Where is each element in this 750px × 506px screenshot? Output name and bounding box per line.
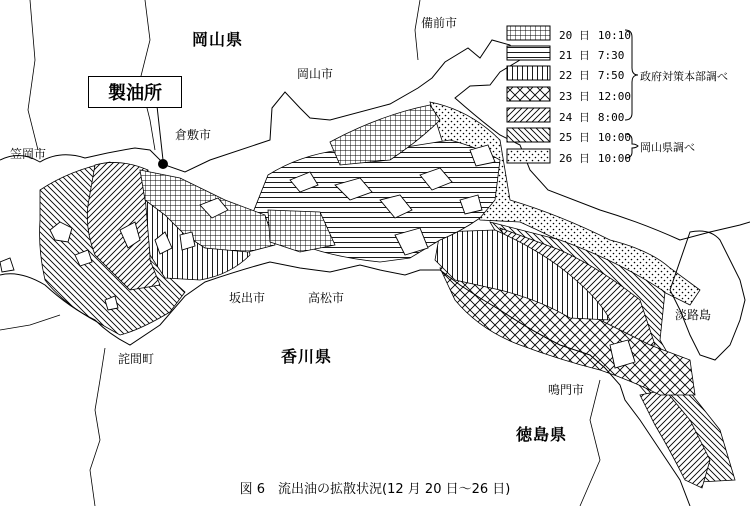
legend-swatch-diag-left <box>507 128 550 142</box>
legend-entry-day: 21 日 <box>559 49 590 62</box>
legend-swatch-grid <box>507 26 550 40</box>
label-kurashiki-city: 倉敷市 <box>175 128 212 142</box>
label-refinery: 製油所 <box>88 76 182 108</box>
label-tokushima-prefecture: 徳島県 <box>516 425 568 444</box>
label-bizen-city: 備前市 <box>421 16 458 30</box>
label-takuma-town: 詫間町 <box>118 352 155 366</box>
okayama-boundary <box>140 0 155 150</box>
legend-entry-day: 23 日 <box>559 90 590 103</box>
legend-entry <box>559 88 631 104</box>
legend-entry <box>559 27 631 43</box>
legend-entry-day: 20 日 <box>559 29 590 42</box>
legend-entry-time: 7:50 <box>597 69 625 82</box>
legend-entry-day: 26 日 <box>559 152 590 165</box>
legend-swatch-crosshatch <box>507 87 550 101</box>
legend-source-okayama: 岡山県調べ <box>640 141 695 154</box>
kasaoka-boundary <box>28 0 38 150</box>
legend-entry-day: 25 日 <box>559 131 590 144</box>
refinery-leader <box>157 106 163 160</box>
legend-entry <box>559 67 624 83</box>
legend-entry <box>559 47 624 63</box>
refinery-marker <box>158 159 168 169</box>
legend-swatch-diag-right <box>507 108 550 122</box>
legend-entry <box>559 129 631 145</box>
legend-entry-time: 10:10 <box>597 29 631 42</box>
label-kagawa-prefecture: 香川県 <box>281 347 333 366</box>
label-awaji-island: 淡路島 <box>675 308 712 322</box>
legend-swatch-vertical <box>507 66 550 80</box>
label-naruto-city: 鳴門市 <box>548 383 585 397</box>
legend-entry <box>559 150 631 166</box>
legend-entry-time: 7:30 <box>597 49 625 62</box>
label-okayama-prefecture: 岡山県 <box>192 30 244 49</box>
bizen-river <box>415 0 420 60</box>
legend-entry-time: 8:00 <box>597 111 625 124</box>
label-okayama-city: 岡山市 <box>297 67 334 81</box>
island <box>0 258 14 272</box>
legend-entry-time: 12:00 <box>597 90 631 103</box>
kagawa-west-boundary <box>0 315 60 330</box>
label-kasaoka-city: 笠岡市 <box>10 147 47 161</box>
legend-entry-time: 10:00 <box>597 131 631 144</box>
label-sakaide-city: 坂出市 <box>229 291 266 305</box>
legend-source-government: 政府対策本部調べ <box>640 70 728 83</box>
legend-swatch-horizontal <box>507 46 550 60</box>
legend-entry-day: 22 日 <box>559 69 590 82</box>
legend-swatch-dots <box>507 149 550 163</box>
legend-entry <box>559 109 624 125</box>
legend-entry-time: 10:00 <box>597 152 631 165</box>
label-takamatsu-city: 高松市 <box>308 291 345 305</box>
legend-bracket-government <box>625 30 638 120</box>
figure-caption: 図 6 流出油の拡散状況(12 月 20 日～26 日) <box>239 482 511 497</box>
legend-entry-day: 24 日 <box>559 111 590 124</box>
legend-swatches <box>507 26 550 163</box>
